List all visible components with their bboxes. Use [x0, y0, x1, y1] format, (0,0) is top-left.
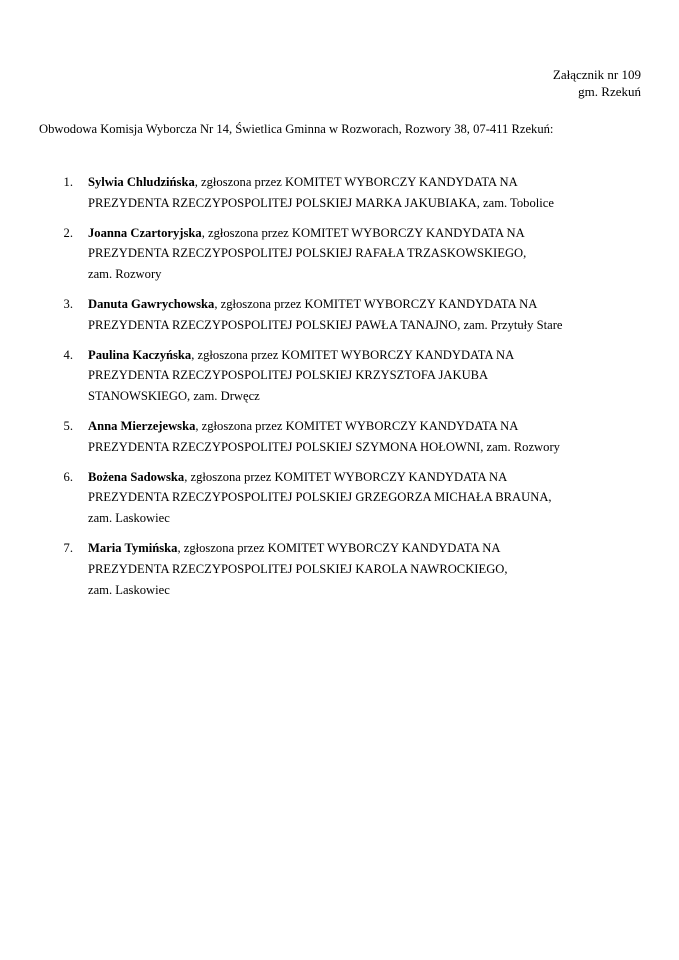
candidate-name: Joanna Czartoryjska: [88, 225, 202, 240]
candidate-line-1: [88, 416, 649, 437]
list-item: [39, 467, 649, 529]
list-item: [39, 294, 649, 336]
list-item: [39, 172, 649, 214]
municipality-label: gm. Rzekuń: [578, 84, 641, 99]
list-item-number: 7.: [63, 540, 73, 555]
list-item: [39, 416, 649, 458]
candidate-nomination-text: , zgłoszona przez KOMITET WYBORCZY KANDYDATA NA: [177, 540, 501, 555]
candidate-name: Maria Tymińska: [88, 540, 178, 555]
list-item-body: [88, 416, 649, 458]
list-item-number: 2.: [63, 225, 73, 240]
candidate-line-3: STANOWSKIEGO, zam. Drwęcz: [88, 389, 260, 404]
candidate-name: Bożena Sadowska: [88, 469, 185, 484]
list-item-number: 4.: [63, 347, 73, 362]
candidate-name: Sylwia Chludzińska: [88, 175, 195, 189]
candidate-nomination-text: , zgłoszona przez KOMITET WYBORCZY KANDYDATA NA: [194, 175, 518, 189]
candidate-nomination-text: , zgłoszona przez KOMITET WYBORCZY KANDYDATA NA: [195, 418, 519, 433]
list-item-body: [88, 467, 649, 529]
list-item: [39, 538, 649, 600]
candidate-line-1: [88, 294, 649, 315]
candidate-name: Paulina Kaczyńska: [88, 347, 192, 362]
candidate-list: [39, 172, 649, 600]
candidate-nomination-text: , zgłoszona przez KOMITET WYBORCZY KANDYDATA NA: [214, 296, 538, 311]
list-item-number: 3.: [63, 296, 73, 311]
candidate-line-1: [88, 467, 649, 488]
list-item-body: [88, 294, 649, 336]
attachment-number-label: Załącznik nr 109: [552, 67, 641, 82]
candidate-nomination-text: , zgłoszona przez KOMITET WYBORCZY KANDYDATA NA: [191, 347, 515, 362]
candidate-line-2: PREZYDENTA RZECZYPOSPOLITEJ POLSKIEJ GRZEGORZA MICHAŁA BRAUNA,: [88, 490, 552, 505]
list-item-body: [88, 345, 649, 407]
candidate-line-2: PREZYDENTA RZECZYPOSPOLITEJ POLSKIEJ RAFAŁA TRZASKOWSKIEGO,: [88, 246, 527, 261]
candidate-line-2: PREZYDENTA RZECZYPOSPOLITEJ POLSKIEJ KAROLA NAWROCKIEGO,: [88, 561, 508, 576]
candidate-line-2: PREZYDENTA RZECZYPOSPOLITEJ POLSKIEJ MARKA JAKUBIAKA, zam. Tobolice: [88, 195, 554, 210]
candidate-name: Danuta Gawrychowska: [88, 296, 215, 311]
candidate-line-3: zam. Rozwory: [88, 267, 162, 282]
list-item: [39, 345, 649, 407]
list-item-body: [88, 538, 649, 600]
candidate-nomination-text: , zgłoszona przez KOMITET WYBORCZY KANDYDATA NA: [184, 469, 508, 484]
candidate-line-1: [88, 223, 649, 244]
candidate-line-3: zam. Laskowiec: [88, 511, 170, 526]
list-item-body: [88, 223, 649, 285]
list-item-number: 5.: [63, 418, 73, 433]
candidate-name: Anna Mierzejewska: [88, 418, 196, 433]
candidate-line-1: [88, 172, 649, 193]
candidate-line-3: zam. Laskowiec: [88, 582, 170, 597]
candidate-line-2: PREZYDENTA RZECZYPOSPOLITEJ POLSKIEJ PAWŁA TANAJNO, zam. Przytuły Stare: [88, 317, 563, 332]
candidate-line-2: PREZYDENTA RZECZYPOSPOLITEJ POLSKIEJ SZYMONA HOŁOWNI, zam. Rozwory: [88, 439, 560, 454]
candidate-line-1: [88, 538, 649, 559]
list-item-body: [88, 172, 649, 214]
candidate-line-2: PREZYDENTA RZECZYPOSPOLITEJ POLSKIEJ KRZYSZTOFA JAKUBA: [88, 368, 489, 383]
list-item: [39, 223, 649, 285]
candidate-line-1: [88, 345, 649, 366]
candidate-nomination-text: , zgłoszona przez KOMITET WYBORCZY KANDYDATA NA: [201, 225, 525, 240]
list-item-number: 6.: [63, 469, 73, 484]
committee-heading: Obwodowa Komisja Wyborcza Nr 14, Świetlica Gminna w Rozworach, Rozwory 38, 07-411 Rzekuń:: [39, 122, 554, 136]
document-header-block: [553, 66, 641, 100]
list-item-number: 1.: [63, 175, 73, 189]
